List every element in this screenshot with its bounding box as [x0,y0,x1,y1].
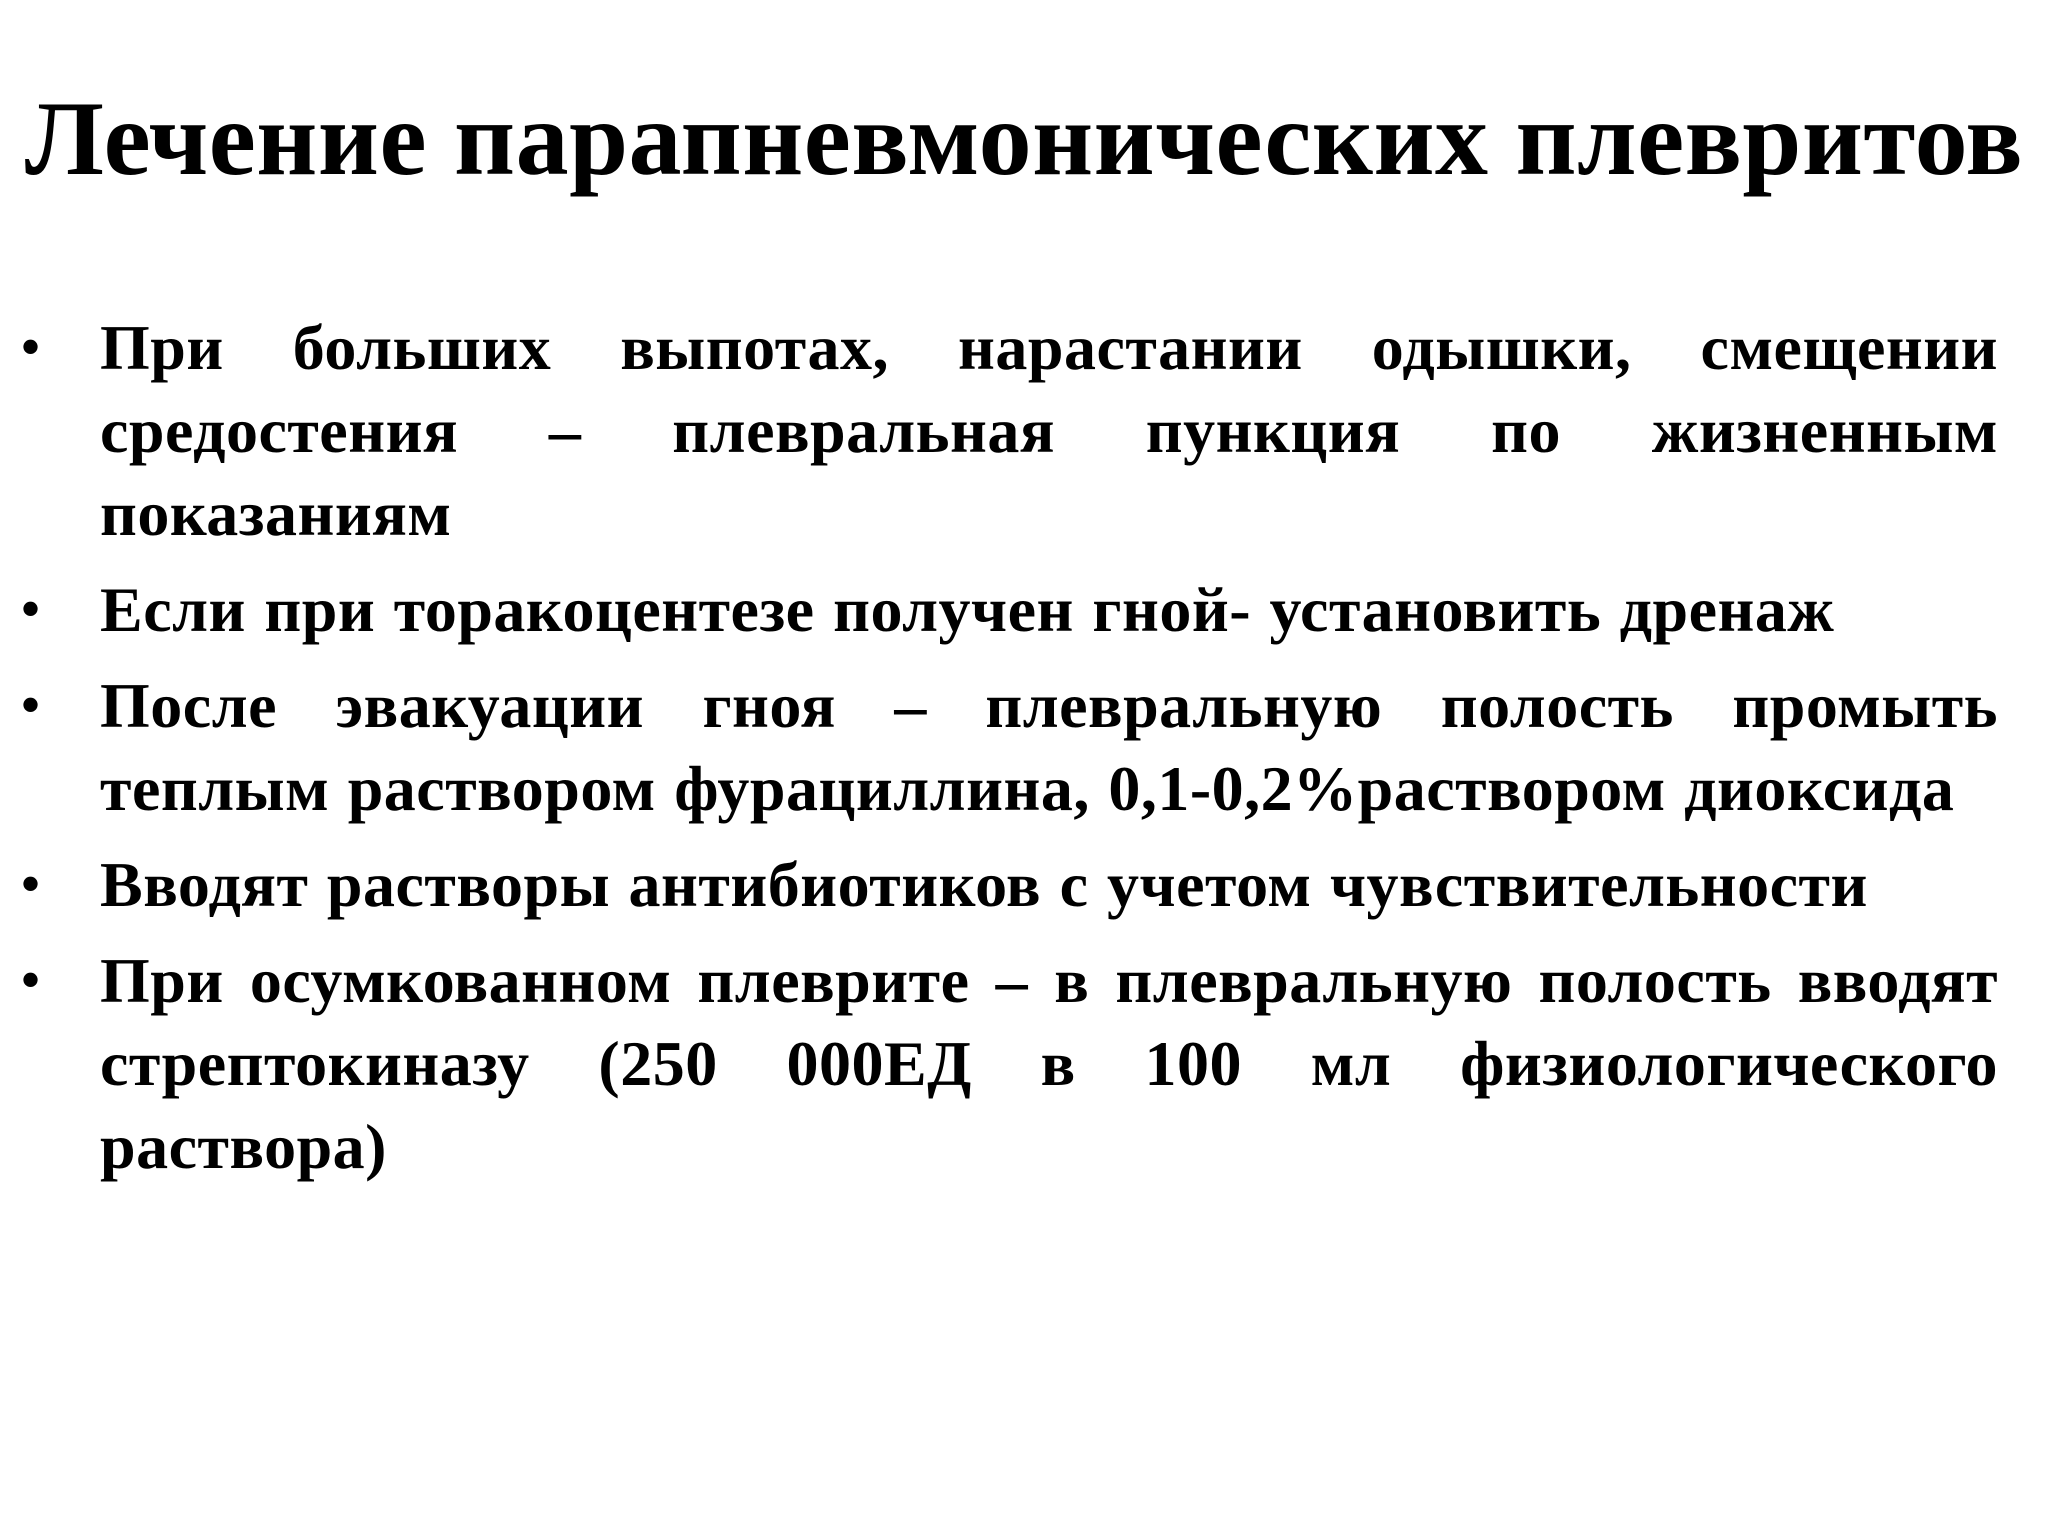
bullet-item [0,843,2048,926]
bullet-marker-icon: • [20,851,42,917]
bullet-item [0,306,2048,555]
bullet-list [0,306,2048,1201]
bullet-marker-icon: • [20,672,42,738]
bullet-text: При больших выпотах, нарастании одышки, смещении средостения – плевральная пункция по жизненным показаниям [100,312,1998,549]
bullet-item [0,939,2048,1188]
bullet-text: При осумкованном плеврите – в плевральную полость вводят стрептокиназу (250 000ЕД в 100 мл физиологического раствора) [100,945,1998,1182]
bullet-item [0,664,2048,830]
bullet-item [0,568,2048,651]
bullet-marker-icon: • [20,576,42,642]
bullet-marker-icon: • [20,947,42,1013]
bullet-text: Вводят растворы антибиотиков с учетом чувствительности [100,849,1868,920]
bullet-marker-icon: • [20,314,42,380]
bullet-text: После эвакуации гноя – плевральную полость промыть теплым раствором фурациллина, 0,1-0,2%раствором диоксида [100,670,1998,824]
slide-title: Лечение парапневмонических плевритов [24,80,2024,197]
bullet-text: Если при торакоцентезе получен гной- установить дренаж [100,574,1835,645]
